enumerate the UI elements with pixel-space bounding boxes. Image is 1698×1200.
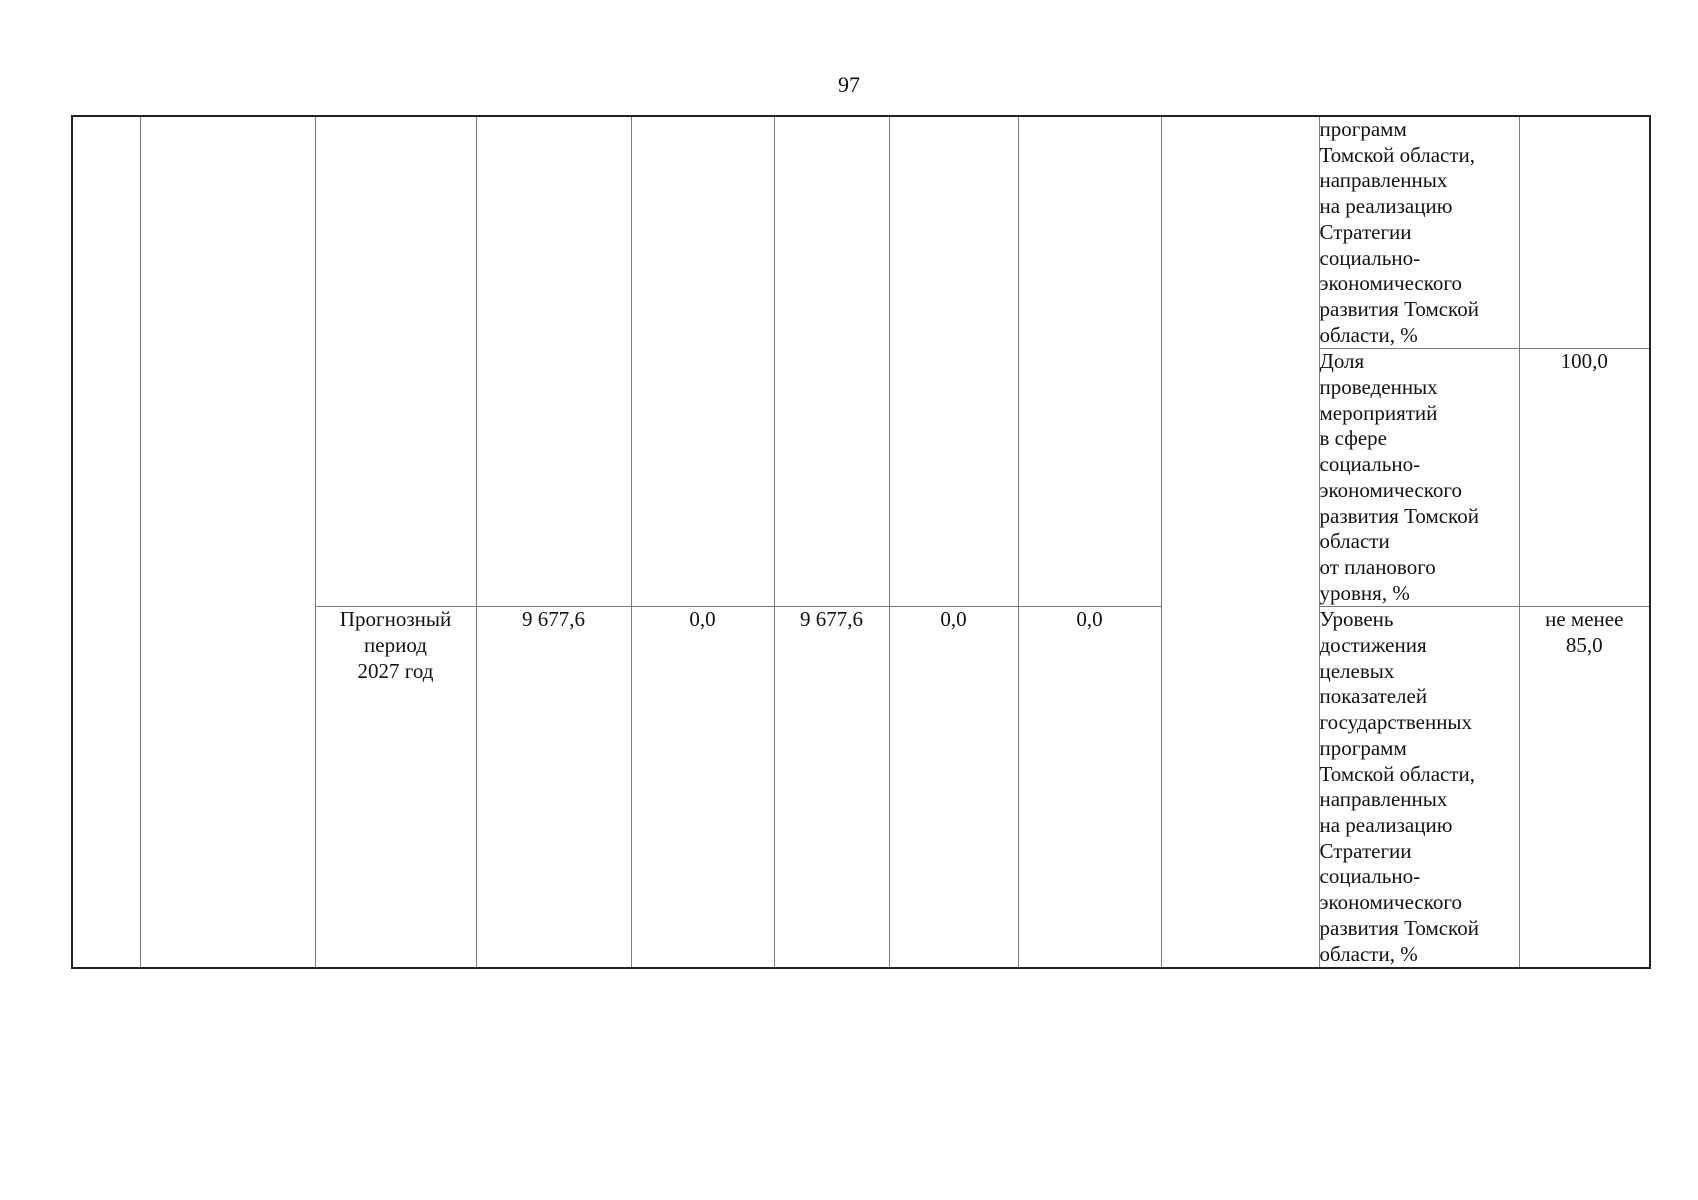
other-cell (1018, 116, 1161, 607)
number-cell (72, 116, 140, 968)
indicator-name: программ Томской области, направленных на реализацию Стратегии социально- экономического развития Томской области, % (1319, 117, 1479, 347)
forecast-local-value: 0,0 (940, 607, 967, 632)
forecast-regional-cell (774, 607, 889, 968)
indicator-name: Уровень достижения целевых показателей государственных программ Томской области, направленных на реализацию Стратегии социально- экономического развития Томской области, % (1319, 607, 1479, 966)
forecast-regional-value: 9 677,6 (800, 607, 863, 632)
executor-cell (1161, 116, 1319, 968)
forecast-other-cell (1018, 607, 1161, 968)
forecast-federal-value: 0,0 (689, 607, 716, 632)
forecast-total-value: 9 677,6 (522, 607, 585, 632)
forecast-federal-cell (631, 607, 774, 968)
forecast-total-cell (476, 607, 631, 968)
indicator-value: не менее 85,0 (1545, 607, 1624, 658)
indicator-value-cell (1519, 116, 1650, 349)
period-cell (315, 116, 476, 607)
table-row (72, 116, 1650, 349)
indicator-name-cell (1319, 607, 1519, 968)
forecast-period-label: Прогнозный период 2027 год (339, 607, 452, 683)
regional-cell (774, 116, 889, 607)
name-cell (140, 116, 315, 968)
page-number: 97 (838, 72, 860, 97)
federal-cell (631, 116, 774, 607)
indicator-value-cell (1519, 349, 1650, 607)
indicator-value: 100,0 (1560, 349, 1608, 374)
indicator-name-cell (1319, 349, 1519, 607)
budget-table (71, 115, 1651, 969)
local-cell (889, 116, 1018, 607)
indicator-name: Доля проведенных мероприятий в сфере социально- экономического развития Томской области от планового уровня, % (1319, 349, 1479, 605)
forecast-local-cell (889, 607, 1018, 968)
indicator-value-cell (1519, 607, 1650, 968)
forecast-other-value: 0,0 (1076, 607, 1103, 632)
forecast-period-cell (315, 607, 476, 968)
indicator-name-cell (1319, 116, 1519, 349)
total-cell (476, 116, 631, 607)
